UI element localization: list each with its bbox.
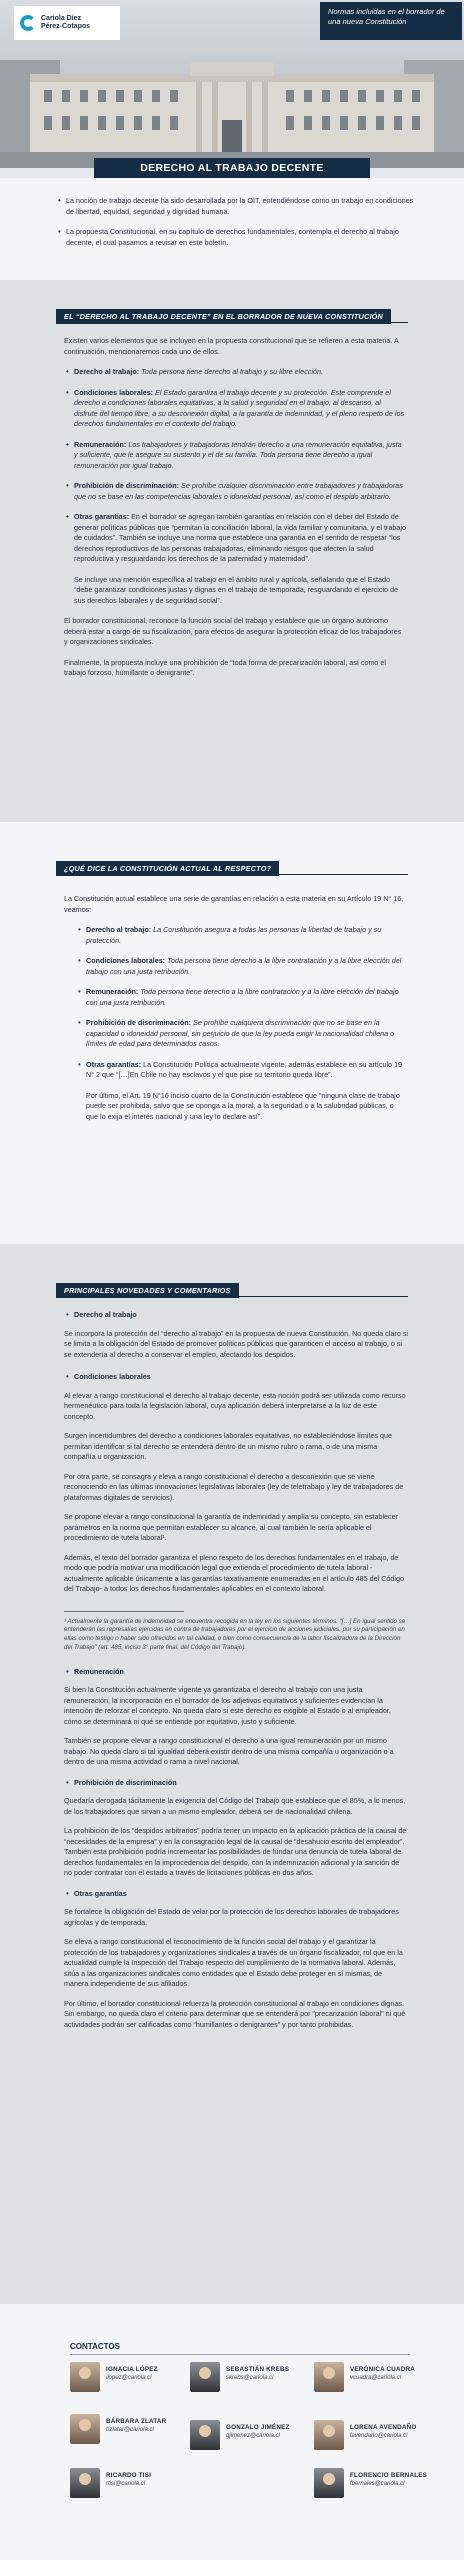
contact-name: BÁRBARA ZLATAR bbox=[106, 2418, 167, 2425]
item-lead: Otras garantías: bbox=[74, 512, 130, 521]
section-header: PRINCIPALES NOVEDADES Y COMENTARIOS bbox=[56, 1283, 239, 1298]
contacts-divider bbox=[70, 2354, 410, 2355]
contact-name: FLORENCIO BERNALES bbox=[350, 2472, 428, 2479]
item-lead: Remuneración: bbox=[86, 987, 139, 996]
contact-name: IGNACIA LÓPEZ bbox=[106, 2366, 158, 2373]
paragraph: Por otra parte, se consagra y eleva a rango constitucional el derecho a desconexión que se viene reconociendo en las últimas innovaciones legislativas laborales (ley de teletrabajo y ley de trabajadores de plataformas digitales de servicios). bbox=[64, 1471, 404, 1502]
item-lead: Condiciones laborales: bbox=[86, 956, 166, 965]
avatar bbox=[314, 2420, 344, 2450]
logo-line-2: Pérez-Cotapos bbox=[41, 23, 91, 30]
list-item bbox=[64, 512, 406, 565]
contact-card[interactable] bbox=[70, 2360, 210, 2396]
paragraph: Se fortalece la obligación del Estado de velar por la protección de los derechos laborales de trabajadores agrícolas y de temporada. bbox=[64, 1907, 399, 1927]
novelties-section bbox=[0, 1244, 464, 2304]
contacts-section bbox=[0, 2304, 464, 2560]
item-lead: Prohibición de discriminación: bbox=[74, 481, 180, 490]
paragraph: La prohibición de los “despidos arbitrarios” podría tener un impacto en la aplicación práctica de la causal de “necesidades de la empresa” y en la consagración legal de la causal de “desahucio escrito del empleador”. También esta prohibición podría incrementar las posibilidades de fundar una denuncia de tutela laboral de derechos fundamentales en la improcedencia del despido, con la indemnización adicional y la sanción de no poder contratar con el estado a través de licitaciones públicas en dos años. bbox=[64, 1826, 407, 1878]
paragraph: Surgen incertidumbres del derecho a condiciones laborales equitativas, no estableciéndose límites que permitan identificar si tal derecho se entenderá dentro de un mismo rubro o rama, o de una misma compañía u organización. bbox=[64, 1431, 393, 1461]
avatar bbox=[314, 2362, 344, 2392]
item-text: Se prohíbe cualquier discriminación entre trabajadores y trabajadoras que no se base en las competencias laborales o idoneidad personal, así como el despido arbitrario. bbox=[74, 481, 403, 501]
contact-name: GONZALO JIMÉNEZ bbox=[226, 2424, 290, 2431]
contact-card[interactable] bbox=[190, 2360, 330, 2396]
item-text: Se prohíbe cualquiera discriminación que no se base en la capacidad o idoneidad personal, sin perjuicio de que la ley pueda exigir la nacionalidad chilena o límites de edad para determinados casos. bbox=[86, 1018, 395, 1048]
section-header: ¿QUÉ DICE LA CONSTITUCIÓN ACTUAL AL RESPECTO? bbox=[56, 861, 279, 876]
contact-card[interactable] bbox=[314, 2360, 454, 2396]
subsection-heading: • Remuneración bbox=[64, 1667, 408, 1678]
paragraph: Además, el texto del borrador garantiza el pleno respeto de los derechos fundamentales en el trabajo, de modo que podría motivar una modificación legal que extienda el procedimiento de tutela laboral -actualmente aplicable únicamente a las garantías taxativamente enumeradas en el artículo 485 del Código del Trabajo- a todos los derechos fundamentales aplicables en el contexto laboral. bbox=[64, 1552, 405, 1593]
avatar bbox=[70, 2414, 100, 2444]
paragraph: También se propone elevar a rango constitucional el derecho a una igual remuneración por un mismo trabajo. No queda claro si tal igualdad deberá existir dentro de una misma compañía u organización o a dentro de una misma actividad o rama a nivel nacional. bbox=[64, 1736, 394, 1767]
item-lead: Derecho al trabajo: bbox=[86, 925, 152, 934]
list-item bbox=[64, 388, 406, 430]
palace-facade-image bbox=[0, 60, 464, 168]
current-constitution-section bbox=[0, 822, 464, 1244]
item-text: En el borrador se agregan también garantías en relación con el deber del Estado de generar políticas públicas que “permitan la conciliación laboral, la vida familiar y comunitaria, y el trabajo de cuidados”. También se incluye una norma que establece una garantía en el sentido de respetar “los derechos reproductivos de las personas trabajadoras, eliminando riesgos que afecten la salud reproductiva y resguardando los derechos de la paternidad y maternidad”. bbox=[74, 512, 406, 563]
contact-name: LORENA AVENDAÑO bbox=[350, 2424, 417, 2431]
logo-mark-icon bbox=[20, 15, 36, 31]
item-lead: Remuneración: bbox=[74, 439, 127, 449]
list-item bbox=[64, 481, 406, 502]
item-lead: Prohibición de discriminación: bbox=[86, 1018, 192, 1027]
item-text: Toda persona tiene derecho a la libre contratación y a la libre elección del trabajo con una justa retribución. bbox=[86, 956, 402, 976]
contact-name: SEBASTIÁN KREBS bbox=[226, 2366, 290, 2373]
avatar bbox=[70, 2362, 100, 2392]
draft-constitution-section bbox=[0, 280, 464, 822]
hero-banner bbox=[0, 0, 464, 168]
avatar bbox=[190, 2420, 220, 2450]
paragraph: Se propone elevar a rango constitucional la garantía de indemnidad y amplía su concepto, sin establecer parámetros en la norma que permitan establecer su alcance, al cual también le sería aplicable el procedimiento de tutela laboral¹. bbox=[64, 1512, 399, 1542]
contact-email[interactable]: skrebs@cariola.cl bbox=[226, 2375, 274, 2381]
header-underline bbox=[56, 1296, 408, 1297]
item-text: Toda persona tiene derecho al trabajo y su libre elección. bbox=[139, 367, 324, 376]
paragraph: Si bien la Constitución actualmente vigente ya garantizaba el derecho al trabajo con una justa remuneración, la incorporación en el borrador de los adjetivos equitativos y suficientes evidencian la intención de reforzar el concepto. No queda claro si este derecho es exigible al Estado o al empleador, cómo se determinará ni qué se entiende por equitativo, justo y suficiente. bbox=[64, 1685, 391, 1726]
list-item bbox=[64, 440, 406, 472]
paragraph: Al elevar a rango constitucional el derecho al trabajo decente, esta noción podrá ser utilizada como recurso hermenéutico para toda la legislación laboral, cuya aplicación deberá interpretarse a la luz de este concepto. bbox=[64, 1390, 406, 1421]
list-item bbox=[76, 1060, 406, 1081]
contact-email[interactable]: gjimenez@cariola.cl bbox=[226, 2433, 280, 2439]
subsection-heading: • Prohibición de discriminación bbox=[64, 1778, 408, 1789]
header-underline bbox=[56, 322, 408, 323]
paragraph: Finalmente, la propuesta incluye una prohibición de “toda forma de precarización laboral, así como el trabajo forzoso, humillante o denigrante”. bbox=[64, 657, 387, 677]
contact-email[interactable]: fbernales@cariola.cl bbox=[350, 2481, 405, 2487]
contact-card[interactable] bbox=[70, 2412, 210, 2448]
page-title: DERECHO AL TRABAJO DECENTE bbox=[94, 158, 370, 178]
contact-name: VERÓNICA CUADRA bbox=[350, 2366, 416, 2373]
footnote: ¹ Actualmente la garantía de indemnidad se encuentra recogida en la ley en los siguientes términos: “[…] En igual sentido se entenderán las represalias ejercidas en contra de trabajadores por el ejercicio de acciones judiciales, por su participación en ellas como testigo o haber sido ofrecidos en tal calidad, o bien como consecuencia de la labor fiscalizadora de la Dirección del Trabajo” (art. 485, inciso 3° parte final, del Código del Trabajo). bbox=[64, 1617, 406, 1651]
paragraph: Por último, el Art. 19 N°16 inciso cuarto de la Constitución establece que “ninguna clase de trabajo puede ser prohibida, salvo que se oponga a la moral, a la seguridad o a la salubridad públicas, o que lo exija el interés nacional y una ley lo declare así”. bbox=[86, 1090, 400, 1121]
contact-card[interactable] bbox=[70, 2466, 210, 2502]
item-text: La Constitución Política actualmente vigente, además establece en su artículo 19 N° 2 que “[…]En Chile no hay esclavos y el que pise su territorio queda libre”. bbox=[86, 1059, 403, 1079]
subsection-heading: • Otras garantías bbox=[64, 1889, 408, 1900]
list-item bbox=[76, 987, 406, 1008]
intro-section bbox=[0, 178, 464, 280]
contact-card[interactable] bbox=[190, 2418, 330, 2454]
paragraph: Se incluye una mención específica al trabajo en el ámbito rural y agrícola, señalando que el Estado “debe garantizar condiciones justas y dignas en el trabajo de temporada, resguardando el ejercicio de sus derechos laborales y de seguridad social”. bbox=[74, 574, 399, 605]
contact-email[interactable]: bzlatar@cariola.cl bbox=[106, 2427, 154, 2433]
list-item bbox=[76, 925, 406, 946]
item-text: La Constitución asegura a todas las personas la libertad de trabajo y su protección. bbox=[86, 925, 382, 945]
avatar bbox=[190, 2362, 220, 2392]
paragraph: Por último, el borrador constitucional refuerza la protección constitucional al trabajo en condiciones dignas. Sin embargo, no queda claro el criterio para determinar que se entenderá por “precarización laboral” ni qué actividades podrán ser calificadas como “humillantes o denigrantes” y por tanto prohibidas. bbox=[64, 1998, 406, 2029]
header-underline bbox=[56, 874, 408, 875]
contact-email[interactable]: ilopez@cariola.cl bbox=[106, 2375, 152, 2381]
list-item bbox=[64, 367, 406, 378]
section-intro: La Constitución actual establece una serie de garantías en relación a esta materia en su Artículo 19 N° 16, veamos: bbox=[64, 894, 404, 914]
contact-card[interactable] bbox=[314, 2466, 454, 2502]
subsection-heading: • Derecho al trabajo bbox=[64, 1310, 408, 1321]
section-intro: Existen varios elementos que se incluyen en la propuesta constitucional que se refieren a esta materia. A continuación, mencionaremos cada uno de ellos. bbox=[64, 336, 399, 356]
bulletin-tagline: Normas incluidas en el borrador de una nueva Constitución bbox=[320, 2, 462, 40]
logo-line-1: Cariola Díez bbox=[41, 15, 82, 22]
item-lead: Otras garantías: bbox=[86, 1059, 142, 1069]
item-lead: Derecho al trabajo: bbox=[74, 367, 140, 376]
intro-paragraph: • La propuesta Constitucional, en su capítulo de derechos fundamentales, contempla el derecho al trabajo decente, el cual pasamos a revisar en este boletín. bbox=[56, 227, 414, 248]
list-item bbox=[76, 956, 406, 977]
contact-email[interactable]: vcuadra@cariola.cl bbox=[350, 2375, 402, 2381]
contact-email[interactable]: rtisi@cariola.cl bbox=[106, 2481, 146, 2487]
item-lead: Condiciones laborales: bbox=[74, 387, 154, 397]
avatar bbox=[314, 2468, 344, 2498]
contact-card[interactable] bbox=[314, 2418, 454, 2454]
list-item bbox=[76, 1018, 406, 1050]
subsection-heading: • Condiciones laborales bbox=[64, 1372, 408, 1383]
item-text: El Estado garantiza el trabajo decente y su protección. Este comprende el derecho a condiciones laborales equitativas, a la salud y seguridad en el trabajo, al descanso, al disfrute del tiempo libre, a su desconexión digital, a la garantía de indemnidad, y el pleno respeto de los derechos fundamentales en el contexto del trabajo. bbox=[74, 387, 405, 428]
contact-name: RICARDO TISI bbox=[106, 2472, 152, 2479]
contacts-heading: CONTACTOS bbox=[70, 2342, 120, 2351]
paragraph: Quedaría derogada tácitamente la exigencia del Código del Trabajo que establece que el 85%, a lo menos, de los trabajadores que sirvan a un mismo empleador, deberá ser de nacionalidad chilena. bbox=[64, 1796, 406, 1816]
company-logo[interactable] bbox=[14, 6, 120, 40]
paragraph: Se eleva a rango constitucional el reconocimiento de la función social del trabajo y el garantizar la protección de los trabajadores y organizaciones sindicales a través de un órgano fiscalizador, rol que en la actualidad cumple la Inspección del Trabajo respecto del cumplimiento de la normativa laboral. Además, sitúa a las organizaciones sindicales como entidades que el Estado debe proteger en sí mismas, de manera independiente de sus afiliados. bbox=[64, 1937, 403, 1989]
intro-paragraph: • La noción de trabajo decente ha sido desarrollada por la OIT, entendiéndose como un trabajo en condiciones de libertad, equidad, seguridad y dignidad humana. bbox=[56, 196, 414, 217]
paragraph: El borrador constitucional, reconoce la función social del trabajo y establece que un órgano autónomo deberá estar a cargo de su fiscalización, para efectos de asegurar la protección eficaz de los trabajadores y organizaciones sindicales. bbox=[64, 616, 402, 646]
paragraph: Se incorpora la protección del “derecho al trabajo” en la propuesta de nueva Constitución. No queda claro si se limita a la obligación del Estado de promover políticas públicas que garanticen el acceso al trabajo, o si se extendería al derecho a conservar el empleo, afectando los despidos. bbox=[64, 1328, 409, 1359]
footnote-separator bbox=[64, 1611, 184, 1612]
item-text: Toda persona tiene derecho a la libre contratación y a la libre elección del trabajo con una justa retribución. bbox=[86, 987, 399, 1007]
contact-email[interactable]: lavendano@cariola.cl bbox=[350, 2433, 408, 2439]
item-text: Los trabajadores y trabajadoras tendrán derecho a una remuneración equitativa, justa y suficiente, que le asegure su sustento y el de su familia. Toda persona tiene derecho a igual remuneración por igual trabajo. bbox=[74, 439, 402, 470]
section-header: EL “DERECHO AL TRABAJO DECENTE” EN EL BORRADOR DE NUEVA CONSTITUCIÓN bbox=[56, 309, 391, 324]
avatar bbox=[70, 2468, 100, 2498]
